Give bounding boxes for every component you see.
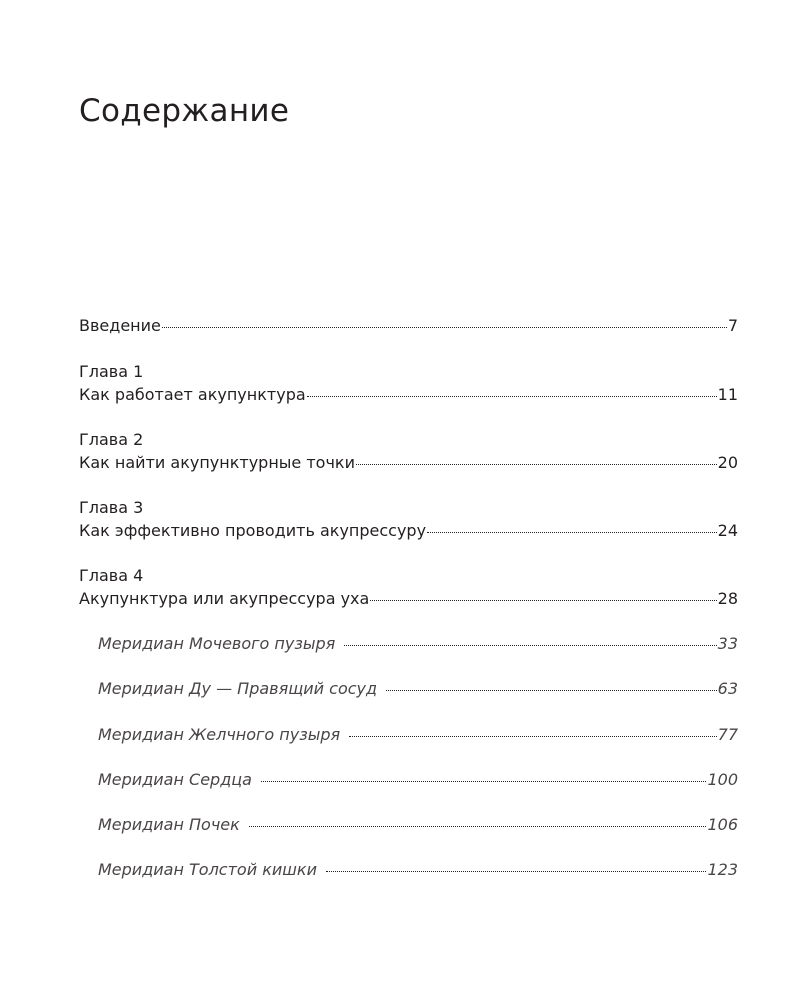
- toc-entry-label: Меридиан Желчного пузыря: [98, 725, 341, 744]
- toc-entry-label: Меридиан Мочевого пузыря: [98, 634, 336, 653]
- dot-leader: [326, 857, 706, 872]
- toc-page-number: 77: [717, 725, 738, 744]
- dot-leader: [386, 676, 717, 691]
- chapter-heading: Глава 2: [79, 430, 144, 449]
- toc-entry-label: Меридиан Почек: [98, 815, 240, 834]
- dot-leader: [261, 767, 707, 782]
- toc-entry-label: Меридиан Сердца: [98, 770, 252, 789]
- toc-entry-label: Введение: [79, 316, 161, 335]
- toc-entry-chapter-1[interactable]: [79, 385, 738, 405]
- dot-leader: [249, 812, 707, 827]
- toc-page-number: 100: [707, 770, 738, 789]
- chapter-heading: Глава 3: [79, 498, 144, 517]
- toc-entry-chapter-2[interactable]: [79, 453, 738, 473]
- toc-entry-meridian[interactable]: [98, 679, 738, 699]
- dot-leader: [370, 586, 716, 601]
- toc-entry-label: Как эффективно проводить акупрессуру: [79, 521, 427, 540]
- toc-entry-chapter-3[interactable]: [79, 521, 738, 541]
- toc-entry-meridian[interactable]: [98, 815, 738, 835]
- toc-page-number: 106: [707, 815, 738, 834]
- toc-page-number: 33: [717, 634, 738, 653]
- dot-leader: [356, 450, 717, 465]
- toc-page-number: 11: [717, 385, 738, 404]
- toc-entry-meridian[interactable]: [98, 725, 738, 745]
- dot-leader: [162, 313, 727, 328]
- toc-page-number: 28: [717, 589, 738, 608]
- toc-entry-meridian[interactable]: [98, 634, 738, 654]
- toc-entry-label: Как найти акупунктурные точки: [79, 453, 355, 472]
- page-title: Содержание: [79, 93, 290, 129]
- toc-page-number: 24: [717, 521, 738, 540]
- toc-entry-meridian[interactable]: [98, 770, 738, 790]
- dot-leader: [344, 631, 716, 646]
- dot-leader: [307, 382, 717, 397]
- dot-leader: [349, 722, 716, 737]
- toc-entry-label: Меридиан Толстой кишки: [98, 860, 317, 879]
- toc-page-number: 63: [717, 679, 738, 698]
- toc-page-number: 20: [717, 453, 738, 472]
- toc-entry-meridian[interactable]: [98, 860, 738, 880]
- chapter-heading: Глава 4: [79, 566, 144, 585]
- toc-page-number: 123: [707, 860, 738, 879]
- toc-entry-label: Меридиан Ду — Правящий сосуд: [98, 679, 378, 698]
- dot-leader: [427, 518, 717, 533]
- toc-entry-label: Как работает акупунктура: [79, 385, 306, 404]
- toc-entry-chapter-4[interactable]: [79, 589, 738, 609]
- toc-page-number: 7: [727, 316, 738, 335]
- toc-entry-label: Акупунктура или акупрессура уха: [79, 589, 370, 608]
- toc-entry-intro[interactable]: [79, 316, 738, 336]
- chapter-heading: Глава 1: [79, 362, 144, 381]
